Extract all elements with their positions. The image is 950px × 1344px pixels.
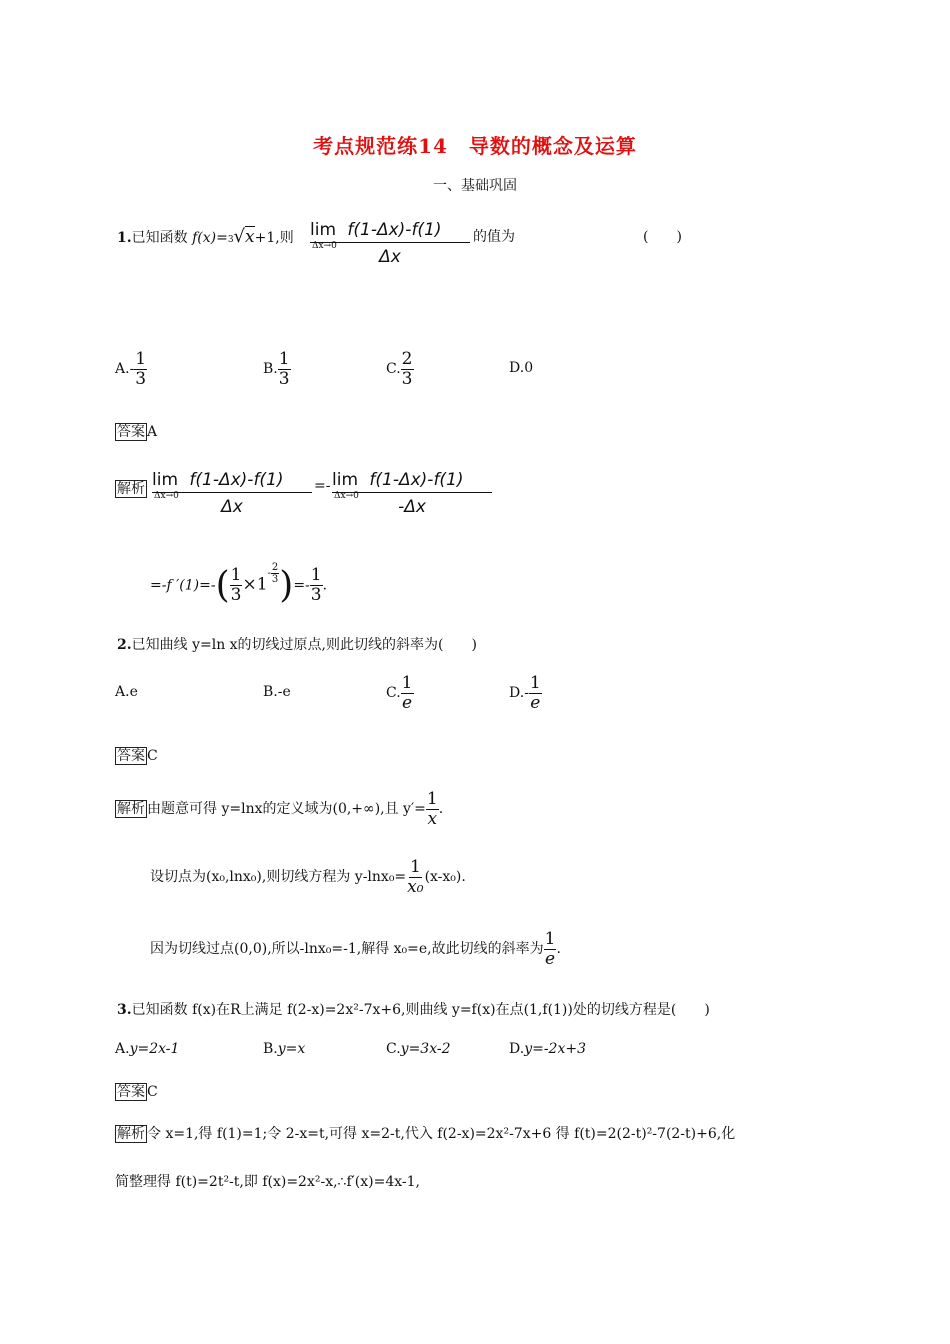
q3-option-a bbox=[115, 1041, 179, 1057]
q2-option-b bbox=[263, 684, 291, 700]
q1-a2-result: $\frac{1}{3}$ bbox=[310, 565, 322, 605]
q1-a2-eq: =- bbox=[293, 577, 310, 594]
q1-option-c-den: 3 bbox=[401, 368, 413, 389]
q1-a-numerator-1: f(1-Δx)-f(1) bbox=[189, 470, 284, 490]
q1-a-denominator-1: Δx bbox=[221, 497, 243, 517]
q2-a2-den: x₀ bbox=[407, 876, 424, 897]
answer-tag: 答案 bbox=[117, 424, 145, 440]
q1-stem-suffix: 的值为 bbox=[473, 229, 515, 245]
q3-answer bbox=[115, 1081, 158, 1101]
q3-number: 3. bbox=[117, 1002, 132, 1018]
q1-numerator: f(1-Δx)-f(1) bbox=[347, 220, 442, 240]
q2-option-b-text: -e bbox=[277, 684, 291, 700]
q2-a1-num: 1 bbox=[426, 789, 438, 809]
q3-option-a-label: A. bbox=[115, 1041, 130, 1057]
q1-a2-exp-sign: - bbox=[267, 567, 271, 579]
q1-lim-sub: Δx→0 bbox=[312, 241, 337, 251]
q2-option-d-frac bbox=[529, 674, 542, 712]
q1-number: 1. bbox=[117, 230, 132, 246]
q1-analysis-tag-wrap bbox=[115, 478, 147, 498]
q3-option-c-text: y=3x-2 bbox=[400, 1041, 451, 1057]
q1-option-a-sign: - bbox=[129, 361, 135, 378]
q3-analysis-line2: 简整理得 f(t)=2t²-t,即 f(x)=2x²-x,∴f′(x)=4x-1, bbox=[115, 1174, 420, 1190]
q1-a2-frac: $\frac{1}{3}$ bbox=[230, 565, 242, 605]
q1-option-b-num: 1 bbox=[278, 349, 290, 369]
q2-option-d-num: 1 bbox=[529, 673, 541, 693]
q2-analysis-line1: 解析 由题意可得 y=lnx的定义域为(0,+∞),且 y′= $\frac{1}{x}$ . bbox=[117, 789, 444, 829]
q1-analysis-limit-2 bbox=[332, 470, 492, 517]
q2-option-c-frac bbox=[401, 674, 414, 712]
q1-option-c-frac bbox=[401, 350, 414, 388]
q1-root-body: x bbox=[245, 227, 255, 247]
left-paren-icon: ( bbox=[215, 565, 230, 606]
q2-stem-text: 已知曲线 y=ln x的切线过原点,则此切线的斜率为( ) bbox=[131, 637, 477, 653]
q1-option-c-num: 2 bbox=[401, 349, 413, 369]
q2-a3-num: 1 bbox=[544, 929, 556, 949]
q1-option-c-label: C. bbox=[386, 361, 401, 378]
analysis-tag: 解析 bbox=[117, 1126, 145, 1142]
q1-a-numerator-2: f(1-Δx)-f(1) bbox=[369, 470, 464, 490]
q2-a2-suffix: (x-x₀). bbox=[424, 869, 466, 886]
q1-option-a-label: A. bbox=[115, 361, 130, 378]
q1-a-lim-sub-2: Δx→0 bbox=[334, 491, 359, 501]
q2-analysis-line2 bbox=[150, 858, 466, 896]
q1-answer-value: A bbox=[147, 424, 158, 440]
q1-a2-times: ×1 bbox=[242, 574, 268, 595]
q1-analysis-limit-1 bbox=[152, 470, 312, 517]
q1-a2-exp-den: 3 bbox=[271, 573, 279, 585]
q3-option-b-label: B. bbox=[263, 1041, 278, 1057]
q2-a3-frac bbox=[544, 930, 557, 968]
q1-function-tail: +1,则 bbox=[254, 230, 294, 246]
q1-option-d-label: D. bbox=[509, 360, 525, 376]
q2-option-d-den: e bbox=[530, 692, 541, 713]
q1-a-denominator-2: -Δx bbox=[398, 497, 426, 517]
q1-a-lim-1: lim bbox=[152, 470, 179, 490]
q1-a2-end: . bbox=[322, 577, 328, 594]
q2-a1-text: 由题意可得 y=lnx的定义域为(0,+∞),且 y′= bbox=[147, 801, 426, 818]
q2-a1-den: x bbox=[427, 808, 438, 829]
q3-option-b-text: y=x bbox=[277, 1041, 306, 1057]
q1-a2-exp-num: 2 bbox=[271, 561, 279, 573]
q1-function: f(x)= bbox=[192, 230, 228, 246]
q2-answer bbox=[115, 745, 158, 765]
q2-a2-prefix: 设切点为(x₀,lnx₀),则切线方程为 y-lnx₀= bbox=[150, 869, 407, 886]
q1-option-b-label: B. bbox=[263, 361, 278, 378]
q1-stem bbox=[117, 226, 294, 247]
q1-root-index: 3 bbox=[227, 235, 234, 246]
analysis-tag: 解析 bbox=[117, 481, 145, 497]
q1-option-a-frac bbox=[134, 350, 147, 388]
radical-icon: √ bbox=[233, 226, 246, 247]
q3-option-d-text: y=-2x+3 bbox=[524, 1041, 586, 1057]
q2-option-c bbox=[386, 674, 414, 712]
analysis-tag: 解析 bbox=[117, 801, 145, 818]
q3-a1-text: 令 x=1,得 f(1)=1;令 2-x=t,可得 x=2-t,代入 f(2-x)=2x²-7x+6 得 f(t)=2(2-t)²-7(2-t)+6,化 bbox=[147, 1126, 736, 1142]
q2-a2-num: 1 bbox=[409, 857, 421, 877]
q1-lim: lim bbox=[310, 220, 337, 240]
answer-tag: 答案 bbox=[117, 748, 145, 764]
q2-option-b-label: B. bbox=[263, 684, 278, 700]
q3-option-b bbox=[263, 1041, 305, 1057]
q2-a2-frac bbox=[406, 858, 424, 896]
q1-denominator: Δx bbox=[379, 247, 401, 267]
q3-option-d-label: D. bbox=[509, 1041, 525, 1057]
q1-answer bbox=[115, 421, 157, 441]
q1-stem-prefix: 已知函数 bbox=[131, 230, 188, 246]
q2-option-c-den: e bbox=[402, 692, 413, 713]
q1-option-a-num: 1 bbox=[135, 349, 147, 369]
q1-option-d-text: 0 bbox=[524, 360, 534, 376]
q3-option-c-label: C. bbox=[386, 1041, 401, 1057]
q2-a1-frac bbox=[426, 790, 439, 828]
q1-limit-expression bbox=[310, 220, 470, 267]
q1-answer-paren: ( ) bbox=[643, 229, 682, 245]
q1-analysis-line2 bbox=[150, 561, 328, 606]
q2-answer-value: C bbox=[147, 748, 158, 764]
q3-option-c bbox=[386, 1041, 451, 1057]
q2-option-d-sign: - bbox=[524, 685, 529, 702]
q3-option-a-text: y=2x-1 bbox=[129, 1041, 180, 1057]
page-title: 考点规范练14 导数的概念及运算 bbox=[313, 134, 637, 158]
q2-option-c-label: C. bbox=[386, 685, 401, 702]
q3-answer-value: C bbox=[147, 1084, 158, 1100]
q1-a2-prefix: =-f ′(1)=- bbox=[150, 577, 216, 594]
q1-option-a-den: 3 bbox=[135, 368, 147, 389]
q1-option-b bbox=[263, 350, 291, 388]
q1-analysis-eq: =- bbox=[314, 478, 331, 494]
q2-stem bbox=[117, 634, 477, 654]
q1-option-a bbox=[115, 350, 147, 388]
q1-option-d bbox=[509, 360, 533, 376]
q2-option-d bbox=[509, 674, 542, 712]
section-heading: 一、基础巩固 bbox=[433, 178, 517, 194]
answer-tag: 答案 bbox=[117, 1084, 145, 1100]
q3-stem-text: 已知函数 f(x)在R上满足 f(2-x)=2x²-7x+6,则曲线 y=f(x)在点(1,f(1))处的切线方程是( ) bbox=[131, 1002, 710, 1018]
q2-a3-den: e bbox=[545, 948, 556, 969]
q1-option-b-den: 3 bbox=[278, 368, 290, 389]
q2-option-d-label: D. bbox=[509, 685, 525, 702]
q2-option-a-label: A. bbox=[115, 684, 130, 700]
q2-option-c-num: 1 bbox=[401, 673, 413, 693]
q2-number: 2. bbox=[117, 637, 132, 653]
q1-a-lim-sub-1: Δx→0 bbox=[154, 491, 179, 501]
q1-option-b-frac bbox=[278, 350, 291, 388]
q1-option-c bbox=[386, 350, 414, 388]
right-paren-icon: ) bbox=[279, 565, 294, 606]
q3-option-d bbox=[509, 1041, 586, 1057]
q3-analysis-line1 bbox=[115, 1123, 735, 1143]
q3-stem bbox=[117, 999, 710, 1019]
q2-option-a bbox=[115, 684, 138, 700]
q2-analysis-line3: 因为切线过点(0,0),所以-lnx₀=-1,解得 x₀=e,故此切线的斜率为 $\frac{1}{e}$ . bbox=[150, 929, 561, 969]
q1-a-lim-2: lim bbox=[332, 470, 359, 490]
q2-a3-prefix: 因为切线过点(0,0),所以-lnx₀=-1,解得 x₀=e,故此切线的斜率为 bbox=[150, 941, 544, 958]
q2-option-a-text: e bbox=[129, 684, 138, 700]
q1-a2-exponent bbox=[267, 561, 280, 585]
